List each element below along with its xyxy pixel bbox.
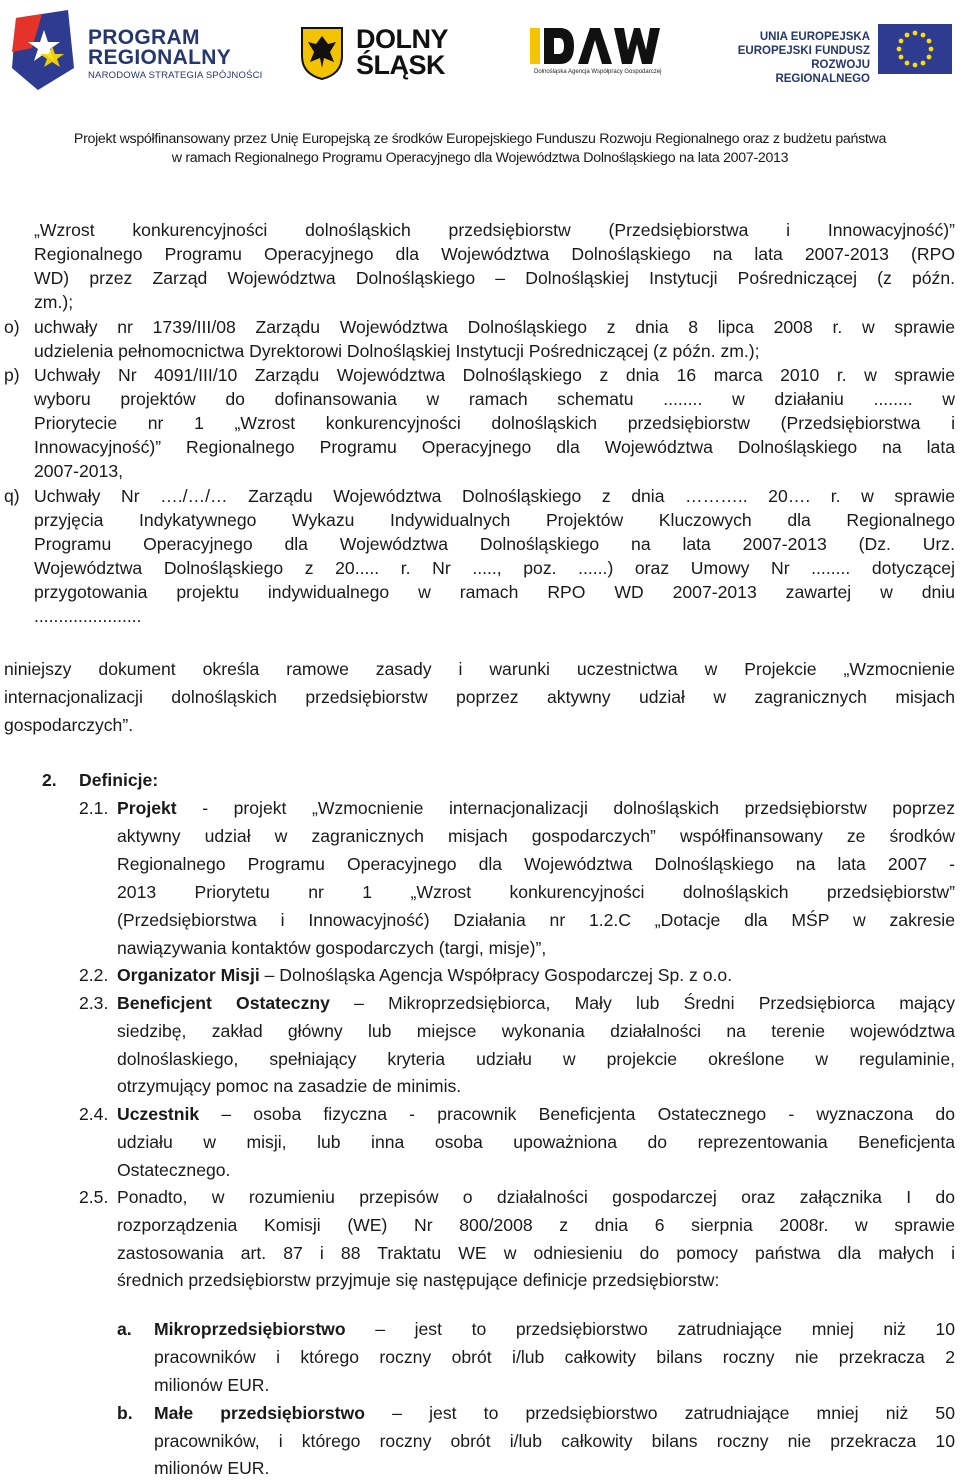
text-line: Uchwały Nr …./…/… Zarządu Województwa Dolnośląskiego z dnia ……….. 20…. r. w sprawie <box>34 486 955 506</box>
text-line: zastosowania art. 87 i 88 Traktatu WE w odniesieniu do pomocy państwa dla małych i <box>117 1243 955 1263</box>
text-line: uchwały nr 1739/III/08 Zarządu Województwa Dolnośląskiego z dnia 8 lipca 2008 r. w sprawie <box>34 317 955 337</box>
text-line: Ponadto, w rozumieniu przepisów o działalności gospodarczej oraz załącznika I do <box>117 1187 955 1207</box>
definition-line: Mikroprzedsiębiorstwo – jest to przedsiębiorstwo zatrudniające mniej niż 10 <box>154 1319 955 1339</box>
program-regionalny-subtitle: NARODOWA STRATEGIA SPÓJNOŚCI <box>88 70 263 81</box>
dawg-logo <box>530 24 670 68</box>
text-line: 2013 Priorytetu nr 1 „Wzrost konkurencyjności dolnośląskich przedsiębiorstw” <box>117 882 955 902</box>
definition-number: 2.3. <box>79 993 109 1013</box>
text-line: udzielenia pełnomocnictwa Dyrektorowi Dolnośląskiej Instytucji Pośredniczącej (z późn. zm.); <box>34 341 760 361</box>
funding-line: Projekt współfinansowany przez Unię Europejską ze środków Europejskiego Funduszu Rozwoju Regionalnego oraz z budżetu państwa <box>73 131 887 147</box>
eu-flag-icon <box>878 24 952 74</box>
text-line: milionów EUR. <box>154 1375 270 1395</box>
text-line: rozporządzenia Komisji (WE) Nr 800/2008 z dnia 6 sierpnia 2008r. w sprawie <box>117 1215 955 1235</box>
funding-note <box>0 130 960 168</box>
text-line: Regionalnego Programu Operacyjnego dla Województwa Dolnośląskiego na lata 2007-2013 (RPO <box>34 244 955 264</box>
text-line: Innowacyjność)” Regionalnego Programu Operacyjnego dla Województwa Dolnośląskiego na lata <box>34 437 955 457</box>
list-label: o) <box>4 317 20 337</box>
text-line: wyboru projektów do dofinansowania w ramach schematu ........ w działaniu ........ w <box>34 389 955 409</box>
definition-number: 2.5. <box>79 1187 109 1207</box>
definition-term: Mikroprzedsiębiorstwo <box>154 1319 346 1339</box>
text-line: otrzymujący pomoc na zasadzie de minimis. <box>117 1076 462 1096</box>
text-line: nawiązywania kontaktów gospodarczych (targi, misje)”, <box>117 938 547 958</box>
list-label: a. <box>117 1319 132 1339</box>
text-line: przygotowania projektu indywidualnego w ramach RPO WD 2007-2013 zawartej w dniu <box>34 582 955 602</box>
definition-term: Uczestnik <box>117 1104 200 1124</box>
logo-banner <box>0 0 960 110</box>
text-line: siedzibę, zakład główny lub miejsce wykonania działalności na terenie województwa <box>117 1021 955 1041</box>
text-line: Województwa Dolnośląskiego z 20..... r. Nr ....., poz. ......) oraz Umowy Nr ........ dotyczącej <box>34 558 955 578</box>
text-line: zm.); <box>34 292 74 312</box>
program-regionalny-wordmark: PROGRAM REGIONALNY <box>88 26 232 69</box>
definition-line: Organizator Misji – Dolnośląska Agencja Współpracy Gospodarczej Sp. z o.o. <box>117 965 733 985</box>
definition-term: Beneficjent Ostateczny <box>117 993 330 1013</box>
text-line: udziału w misji, lub inna osoba upoważniona do reprezentowania Beneficjenta <box>117 1132 955 1152</box>
text-line: gospodarczych”. <box>4 715 134 735</box>
text-line: „Wzrost konkurencyjności dolnośląskich przedsiębiorstw (Przedsiębiorstwa i Innowacyjność)” <box>34 220 955 240</box>
list-label: q) <box>4 486 20 506</box>
text-line: WD) przez Zarząd Województwa Dolnośląskiego – Dolnośląskiej Instytucji Pośredniczącej (z późn. <box>34 268 955 288</box>
dawg-subtitle: Dolnośląska Agencja Współpracy Gospodarczej <box>534 69 662 75</box>
text-line: (Przedsiębiorstwa i Innowacyjność) Działania nr 1.2.C „Dotacje dla MŚP w zakresie <box>117 910 955 930</box>
eu-fund-label: UNIA EUROPEJSKA EUROPEJSKI FUNDUSZ ROZWOJU REGIONALNEGO <box>737 31 870 85</box>
text-line: dolnoślaskiego, spełniający kryteria udziału w projekcie określone w regulaminie, <box>117 1049 955 1069</box>
text-line: Priorytecie nr 1 „Wzrost konkurencyjności dolnośląskich przedsiębiorstw (Przedsiębiorstwa i <box>34 413 955 433</box>
section-number: 2. <box>42 770 57 790</box>
list-label: p) <box>4 365 20 385</box>
definition-number: 2.2. <box>79 965 109 985</box>
text-line: aktywny udział w zagranicznych misjach gospodarczych” współfinansowany ze środków <box>117 826 955 846</box>
definition-line: Beneficjent Ostateczny – Mikroprzedsiębiorca, Mały lub Średni Przedsiębiorca mający <box>117 993 955 1013</box>
definition-number: 2.4. <box>79 1104 109 1124</box>
dolny-slask-wordmark: DOLNY ŚLĄSK <box>356 24 448 80</box>
list-label: b. <box>117 1403 133 1423</box>
text-line: internacjonalizacji dolnośląskich przedsiębiorstw poprzez aktywny udział w zagranicznych misjach <box>4 687 955 707</box>
definition-term: Organizator Misji <box>117 965 260 985</box>
text-line: Regionalnego Programu Operacyjnego dla Województwa Dolnośląskiego na lata 2007 - <box>117 854 955 874</box>
definition-term: Projekt <box>117 798 177 818</box>
text-line: przyjęcia Indykatywnego Wykazu Indywidualnych Projektów Kluczowych dla Regionalnego <box>34 510 955 530</box>
text-line: milionów EUR. <box>154 1458 270 1478</box>
text-line: 2007-2013, <box>34 461 124 481</box>
text-line: Uchwały Nr 4091/III/10 Zarządu Województwa Dolnośląskiego z dnia 16 marca 2010 r. w sprawie <box>34 365 955 385</box>
text-line: pracowników, i którego roczny obrót i/lub całkowity bilans roczny nie przekracza 10 <box>154 1431 955 1451</box>
definition-line: Małe przedsiębiorstwo – jest to przedsiębiorstwo zatrudniające mniej niż 50 <box>154 1403 955 1423</box>
definition-line: Uczestnik – osoba fizyczna - pracownik Beneficjenta Ostatecznego - wyznaczona do <box>117 1104 955 1124</box>
text-line: pracowników i którego roczny obrót i/lub całkowity bilans roczny nie przekracza 2 <box>154 1347 955 1367</box>
section-title: Definicje: <box>79 770 159 790</box>
funding-line: w ramach Regionalnego Programu Operacyjnego dla Województwa Dolnośląskiego na lata 2007-2013 <box>171 150 789 166</box>
text-line: Ostatecznego. <box>117 1160 231 1180</box>
text-line: średnich przedsiębiorstw przyjmuje się następujące definicje przedsiębiorstw: <box>117 1270 720 1290</box>
definition-line: Projekt - projekt „Wzmocnienie internacjonalizacji dolnośląskich przedsiębiorstw poprzez <box>117 798 955 818</box>
definition-term: Małe przedsiębiorstwo <box>154 1403 365 1423</box>
definition-number: 2.1. <box>79 798 109 818</box>
text-line: ...................... <box>34 606 142 626</box>
program-regionalny-logo <box>8 8 80 92</box>
dolny-slask-crest <box>300 26 344 80</box>
text-line: niniejszy dokument określa ramowe zasady i warunki uczestnictwa w Projekcie „Wzmocnienie <box>4 659 955 679</box>
text-line: Programu Operacyjnego dla Województwa Dolnośląskiego na lata 2007-2013 (Dz. Urz. <box>34 534 955 554</box>
